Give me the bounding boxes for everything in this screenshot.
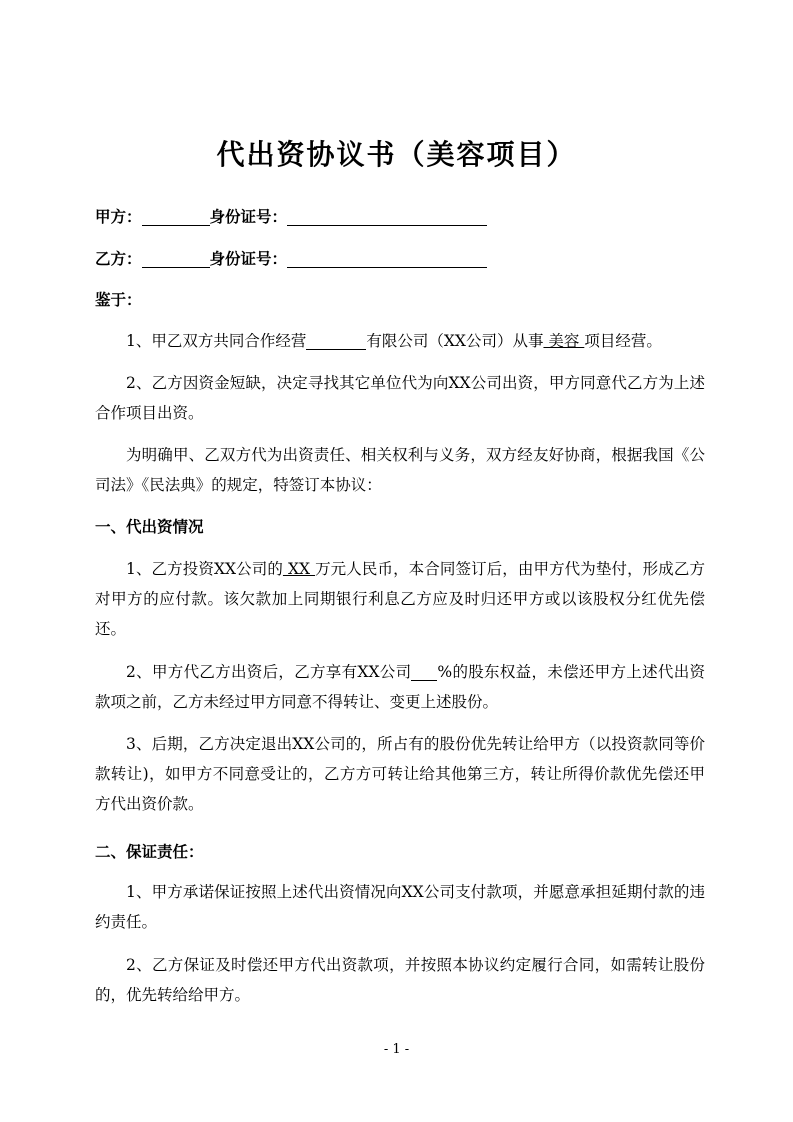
page-number: - 1 - — [383, 1042, 410, 1057]
document-title: 代出资协议书（美容项目） — [216, 138, 577, 171]
party-b-line — [95, 244, 705, 274]
clause-2-post: %的股东权益，未偿还甲方上述代出资款项之前，乙方未经过甲方同意不得转让、变更上述股份。 — [95, 663, 705, 711]
recital-1-field: 美容 — [543, 332, 585, 350]
party-a-id-label: 身份证号： — [209, 207, 288, 226]
recital-1 — [95, 326, 705, 356]
recital-1-post: 项目经营。 — [584, 332, 662, 350]
company-name-blank — [306, 329, 366, 350]
section-1-clause-1 — [95, 554, 705, 644]
section-1-heading: 一、代出资情况 — [95, 517, 204, 536]
recital-1-mid: 有限公司（XX公司）从事 — [366, 332, 544, 350]
investment-amount: XX — [282, 560, 316, 578]
recital-3: 为明确甲、乙双方代为出资责任、相关权利与义务，双方经友好协商，根据我国《公司法》《民法典》的规定，特签订本协议： — [95, 446, 705, 494]
section-2-heading: 二、保证责任： — [95, 842, 204, 861]
section-1-clause-2 — [95, 657, 705, 717]
section-2-clause-1: 1、甲方承诺保证按照上述代出资情况向XX公司支付款项，并愿意承担延期付款的违约责任。 — [95, 883, 705, 931]
whereas-heading: 鉴于： — [95, 290, 142, 309]
party-b-id-blank — [287, 247, 487, 268]
party-b-id-label: 身份证号： — [209, 249, 288, 268]
recital-2: 2、乙方因资金短缺，决定寻找其它单位代为向XX公司出资，甲方同意代乙方为上述合作项目出资。 — [95, 374, 705, 422]
party-b-label: 乙方： — [95, 249, 142, 268]
party-b-name-blank — [142, 247, 210, 268]
party-a-id-blank — [287, 205, 487, 226]
party-a-name-blank — [142, 205, 210, 226]
equity-percent-blank — [411, 660, 437, 681]
clause-1-pre: 1、乙方投资XX公司的 — [126, 560, 283, 578]
clause-1-post: 万元人民币，本合同签订后，由甲方代为垫付，形成乙方对甲方的应付款。该欠款加上同期银行利息乙方应及时归还甲方或以该股权分红优先偿还。 — [95, 560, 705, 638]
clause-2-pre: 2、甲方代乙方出资后，乙方享有XX公司 — [126, 663, 412, 681]
party-a-line — [95, 202, 705, 232]
section-2-clause-2: 2、乙方保证及时偿还甲方代出资款项，并按照本协议约定履行合同，如需转让股份的，优先转给给甲方。 — [95, 956, 705, 1004]
party-a-label: 甲方： — [95, 207, 142, 226]
recital-1-pre: 1、甲乙双方共同合作经营 — [126, 332, 307, 350]
section-1-clause-3: 3、后期，乙方决定退出XX公司的，所占有的股份优先转让给甲方（以投资款同等价款转让)，如甲方不同意受让的，乙方方可转让给其他第三方，转让所得价款优先偿还甲方代出资价款。 — [95, 735, 705, 813]
